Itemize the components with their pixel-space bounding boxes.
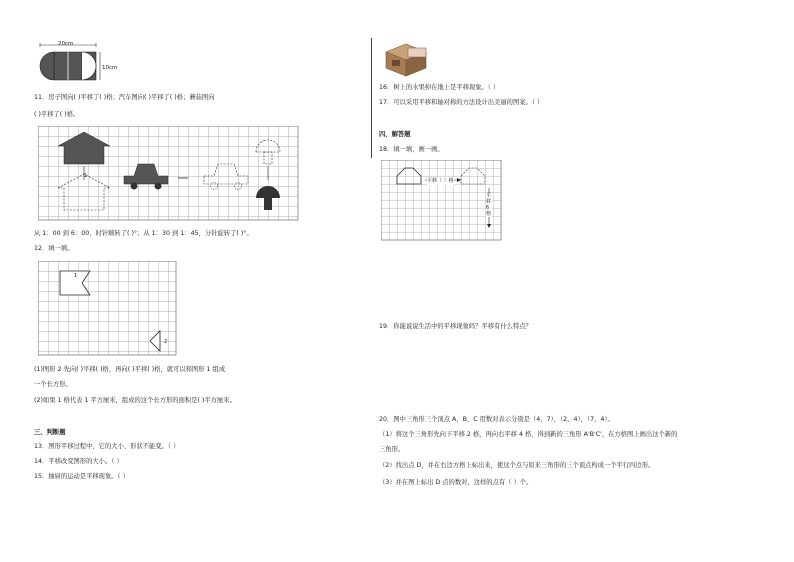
q20-line4: （2）找出点 D，并在右边方格上标出来，使这个点与原来三角形的三个顶点构成一个平行四边形。 [379, 462, 655, 469]
q12-fig1-label: 1 [74, 273, 78, 279]
q13: 13．图形平移过程中，它的大小、形状不能变。（ ） [34, 443, 180, 450]
column-divider [371, 38, 372, 158]
q11-mark: 1 [84, 173, 88, 179]
q11-grid [38, 126, 300, 222]
q20-line2: （1）将这个三角形先向下平移 2 格，再向右平移 4 格，得到新的三角形 A'B'C'，在方格图上画出这个新的 [379, 431, 678, 438]
q12-fig2-label: 2 [164, 339, 168, 345]
q11-line2: ( )平移了( )格。 [34, 111, 80, 118]
q16: 16．树上的水果掉在地上是平移现象。（ ） [379, 84, 500, 91]
fig-width-label: 20cm [58, 41, 74, 47]
q20-line1: 20．图中三角形三个顶点 A、B、C 用数对表示分别是（4，7），（2，4），（7，4）。 [379, 416, 614, 423]
q18-title: 18．填一填，画一画。 [379, 146, 444, 153]
q19: 19．你能说说生活中的平移现象吗？平移有什么特点？ [379, 323, 532, 330]
section3-title: 三、判断题 [34, 429, 66, 436]
q12-grid [38, 261, 178, 357]
q14: 14．平移改变图形的大小。（ ） [34, 458, 123, 465]
fig-height-label: 10cm [102, 65, 118, 71]
section4-title: 四、解答题 [379, 131, 411, 138]
q20-line3: 三角形。 [379, 446, 405, 453]
drawer-picture [382, 38, 432, 78]
q12-line1: (1)图形 2 先向( )平移( )格，再向( )平移( )格，就可以和图形 1 组成 [34, 366, 226, 373]
q17: 17．可以采用平移和轴对称的方法设计出美丽的图案。（ ） [379, 99, 544, 106]
q20-line5: （3）并在图上标出 D 点的数对，这样的点有（ ）个。 [379, 479, 533, 486]
q12-title: 12．填一填。 [34, 245, 74, 252]
q11-line1: 11．房子图向( )平移了( )格；汽车图向( )平移了( )格；蘑菇图向 [34, 94, 215, 101]
q15: 15．抽屉的运动是平移现象。（ ） [34, 473, 130, 480]
q18-vertical-label: 平移6格 [486, 193, 492, 217]
q12-line2: 一个长方形。 [34, 381, 72, 388]
composite-shape-figure [34, 38, 124, 84]
q18-horizontal-label: 平移（ ）格 [427, 178, 454, 184]
q11-below: 从 1：00 到 6：00，时针顺转了( )°；从 1：30 到 1：45，分针旋转了( )°。 [34, 230, 253, 237]
q12-line3: (2)如果 1 格代表 1 平方厘米，组成的这个长方形的面积是( )平方厘米。 [34, 397, 236, 404]
